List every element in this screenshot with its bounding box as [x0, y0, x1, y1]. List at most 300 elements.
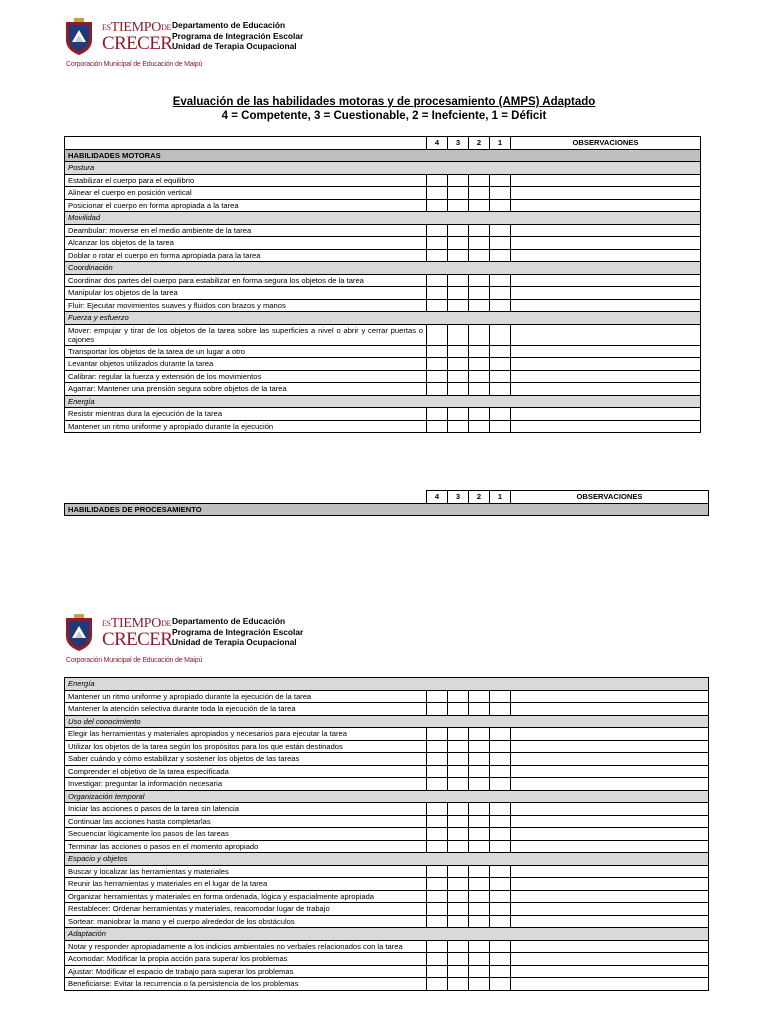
table-row	[65, 249, 701, 262]
score-3-cell[interactable]	[448, 815, 469, 828]
score-4-cell[interactable]	[427, 324, 448, 345]
score-1-cell[interactable]	[490, 778, 511, 791]
score-2-cell[interactable]	[469, 383, 490, 396]
subsection-row	[65, 262, 701, 275]
skill-label: Deambular: moverse en el medio ambiente de la tarea	[65, 224, 427, 237]
table-row	[65, 828, 709, 841]
score-1-cell[interactable]	[490, 903, 511, 916]
subsection-row	[65, 162, 701, 175]
subsection-label: Energía	[65, 678, 709, 691]
score-1-cell[interactable]	[490, 915, 511, 928]
score-3-cell[interactable]	[448, 237, 469, 250]
observations-cell[interactable]	[511, 890, 709, 903]
observations-cell[interactable]	[511, 224, 701, 237]
table-row	[65, 358, 701, 371]
table-row	[65, 345, 701, 358]
score-4-cell[interactable]	[427, 199, 448, 212]
observations-cell[interactable]	[511, 274, 701, 287]
subsection-label: Espacio y objetos	[65, 853, 709, 866]
skill-label: Posicionar el cuerpo en forma apropiada a la tarea	[65, 199, 427, 212]
page-header	[64, 18, 364, 74]
score-4-cell[interactable]	[427, 978, 448, 991]
skill-label: Notar y responder apropiadamente a los indicios ambientales no verbales relacionados con la tarea	[65, 940, 427, 953]
score-1-cell[interactable]	[490, 828, 511, 841]
score-3-cell[interactable]	[448, 274, 469, 287]
table-row	[65, 199, 701, 212]
corporation-name: Corporación Municipal de Educación de Maipú	[66, 61, 203, 68]
score-2-cell[interactable]	[469, 890, 490, 903]
table-row	[65, 778, 709, 791]
score-2-cell[interactable]	[469, 249, 490, 262]
observations-cell[interactable]	[511, 765, 709, 778]
section-row	[65, 149, 701, 162]
table-row	[65, 803, 709, 816]
skill-label: Calibrar: regular la fuerza y extensión de los movimientos	[65, 370, 427, 383]
score-2-cell[interactable]	[469, 940, 490, 953]
score-3-cell[interactable]	[448, 383, 469, 396]
score-2-cell[interactable]	[469, 953, 490, 966]
score-3-cell[interactable]	[448, 174, 469, 187]
section-row	[65, 503, 709, 516]
col-3: 3	[448, 137, 469, 150]
score-2-cell[interactable]	[469, 358, 490, 371]
subsection-label: Postura	[65, 162, 701, 175]
col-4: 4	[427, 491, 448, 504]
score-1-cell[interactable]	[490, 237, 511, 250]
score-1-cell[interactable]	[490, 408, 511, 421]
corporation-name: Corporación Municipal de Educación de Maipú	[66, 657, 203, 664]
score-4-cell[interactable]	[427, 878, 448, 891]
skill-label: Saber cuándo y cómo estabilizar y sostener los objetos de las tareas	[65, 753, 427, 766]
skill-label: Ajustar: Modificar el espacio de trabajo para superar los problemas	[65, 965, 427, 978]
table-row	[65, 840, 709, 853]
score-1-cell[interactable]	[490, 345, 511, 358]
skill-label: Estabilizar el cuerpo para el equilibrio	[65, 174, 427, 187]
score-3-cell[interactable]	[448, 940, 469, 953]
score-4-cell[interactable]	[427, 778, 448, 791]
table-row	[65, 940, 709, 953]
score-1-cell[interactable]	[490, 199, 511, 212]
score-1-cell[interactable]	[490, 965, 511, 978]
observations-cell[interactable]	[511, 815, 709, 828]
skill-label: Sortear: maniobrar la mano y el cuerpo alrededor de los obstáculos	[65, 915, 427, 928]
score-3-cell[interactable]	[448, 903, 469, 916]
subsection-row	[65, 212, 701, 225]
score-4-cell[interactable]	[427, 753, 448, 766]
score-4-cell[interactable]	[427, 728, 448, 741]
score-4-cell[interactable]	[427, 765, 448, 778]
score-1-cell[interactable]	[490, 370, 511, 383]
subsection-label: Uso del conocimiento	[65, 715, 709, 728]
observations-cell[interactable]	[511, 199, 701, 212]
score-1-cell[interactable]	[490, 224, 511, 237]
observations-cell[interactable]	[511, 965, 709, 978]
score-3-cell[interactable]	[448, 828, 469, 841]
score-1-cell[interactable]	[490, 324, 511, 345]
score-1-cell[interactable]	[490, 299, 511, 312]
table-row	[65, 740, 709, 753]
skill-label: Buscar y localizar las herramientas y materiales	[65, 865, 427, 878]
observations-cell[interactable]	[511, 753, 709, 766]
score-2-cell[interactable]	[469, 753, 490, 766]
score-3-cell[interactable]	[448, 224, 469, 237]
municipal-shield-icon	[64, 18, 94, 56]
score-4-cell[interactable]	[427, 915, 448, 928]
score-2-cell[interactable]	[469, 187, 490, 200]
table-row	[65, 765, 709, 778]
score-3-cell[interactable]	[448, 840, 469, 853]
section-label: HABILIDADES MOTORAS	[65, 149, 701, 162]
score-2-cell[interactable]	[469, 299, 490, 312]
document-title-block	[0, 95, 768, 123]
observations-cell[interactable]	[511, 358, 701, 371]
skill-label: Comprender el objetivo de la tarea especificada	[65, 765, 427, 778]
observations-cell[interactable]	[511, 953, 709, 966]
score-1-cell[interactable]	[490, 728, 511, 741]
score-4-cell[interactable]	[427, 383, 448, 396]
score-2-cell[interactable]	[469, 815, 490, 828]
score-1-cell[interactable]	[490, 978, 511, 991]
subsection-row	[65, 312, 701, 325]
score-1-cell[interactable]	[490, 690, 511, 703]
table-row	[65, 187, 701, 200]
score-2-cell[interactable]	[469, 274, 490, 287]
score-4-cell[interactable]	[427, 815, 448, 828]
score-2-cell[interactable]	[469, 199, 490, 212]
table-row	[65, 237, 701, 250]
subsection-row	[65, 678, 709, 691]
rating-scale: 4 = Competente, 3 = Cuestionable, 2 = Inefciente, 1 = Déficit	[221, 110, 547, 122]
skill-label: Mantener un ritmo uniforme y apropiado durante la ejecución	[65, 420, 427, 433]
subsection-row	[65, 928, 709, 941]
skill-label: Continuar las acciones hasta completarlas	[65, 815, 427, 828]
observations-cell[interactable]	[511, 828, 709, 841]
observations-cell[interactable]	[511, 299, 701, 312]
score-4-cell[interactable]	[427, 187, 448, 200]
score-2-cell[interactable]	[469, 324, 490, 345]
subsection-row	[65, 395, 701, 408]
score-2-cell[interactable]	[469, 840, 490, 853]
col-1: 1	[490, 491, 511, 504]
col-4: 4	[427, 137, 448, 150]
table-row	[65, 383, 701, 396]
score-2-cell[interactable]	[469, 865, 490, 878]
score-4-cell[interactable]	[427, 840, 448, 853]
score-2-cell[interactable]	[469, 878, 490, 891]
score-3-cell[interactable]	[448, 287, 469, 300]
score-1-cell[interactable]	[490, 174, 511, 187]
table-row	[65, 370, 701, 383]
table-header-row	[65, 491, 709, 504]
table-row	[65, 299, 701, 312]
score-3-cell[interactable]	[448, 765, 469, 778]
empty-header-cell	[65, 137, 427, 150]
score-3-cell[interactable]	[448, 978, 469, 991]
subsection-row	[65, 715, 709, 728]
score-3-cell[interactable]	[448, 753, 469, 766]
score-1-cell[interactable]	[490, 878, 511, 891]
observations-cell[interactable]	[511, 803, 709, 816]
score-2-cell[interactable]	[469, 915, 490, 928]
score-2-cell[interactable]	[469, 224, 490, 237]
score-3-cell[interactable]	[448, 690, 469, 703]
score-3-cell[interactable]	[448, 778, 469, 791]
skill-label: Levantar objetos utilizados durante la tarea	[65, 358, 427, 371]
score-3-cell[interactable]	[448, 890, 469, 903]
processing-skills-table	[64, 677, 709, 991]
score-2-cell[interactable]	[469, 978, 490, 991]
observations-cell[interactable]	[511, 420, 701, 433]
skill-label: Coordinar dos partes del cuerpo para estabilizar en forma segura los objetos de la tarea	[65, 274, 427, 287]
score-1-cell[interactable]	[490, 358, 511, 371]
table-row	[65, 690, 709, 703]
subsection-label: Organización temporal	[65, 790, 709, 803]
skill-label: Alcanzar los objetos de la tarea	[65, 237, 427, 250]
score-3-cell[interactable]	[448, 187, 469, 200]
subsection-label: Movilidad	[65, 212, 701, 225]
observations-cell[interactable]	[511, 728, 709, 741]
score-4-cell[interactable]	[427, 287, 448, 300]
score-4-cell[interactable]	[427, 903, 448, 916]
col-1: 1	[490, 137, 511, 150]
score-1-cell[interactable]	[490, 703, 511, 716]
table-row	[65, 728, 709, 741]
skill-label: Alinear el cuerpo en posición vertical	[65, 187, 427, 200]
observations-cell[interactable]	[511, 940, 709, 953]
score-3-cell[interactable]	[448, 408, 469, 421]
subsection-label: Adaptación	[65, 928, 709, 941]
score-2-cell[interactable]	[469, 965, 490, 978]
skill-label: Elegir las herramientas y materiales apropiados y necesarios para ejecutar la tarea	[65, 728, 427, 741]
score-3-cell[interactable]	[448, 199, 469, 212]
score-1-cell[interactable]	[490, 420, 511, 433]
score-4-cell[interactable]	[427, 803, 448, 816]
table-row	[65, 978, 709, 991]
score-4-cell[interactable]	[427, 370, 448, 383]
table-row	[65, 274, 701, 287]
table-row	[65, 965, 709, 978]
skill-label: Utilizar los objetos de la tarea según los propósitos para los que están destinados	[65, 740, 427, 753]
score-2-cell[interactable]	[469, 174, 490, 187]
score-1-cell[interactable]	[490, 249, 511, 262]
skill-label: Agarrar: Mantener una prensión segura sobre objetos de la tarea	[65, 383, 427, 396]
col-3: 3	[448, 491, 469, 504]
score-2-cell[interactable]	[469, 803, 490, 816]
score-1-cell[interactable]	[490, 940, 511, 953]
skill-label: Acomodar: Modificar la propia acción para superar los problemas	[65, 953, 427, 966]
score-1-cell[interactable]	[490, 815, 511, 828]
subsection-row	[65, 790, 709, 803]
observations-cell[interactable]	[511, 690, 709, 703]
observations-cell[interactable]	[511, 703, 709, 716]
score-3-cell[interactable]	[448, 358, 469, 371]
score-1-cell[interactable]	[490, 953, 511, 966]
department-block: Departamento de Educación Programa de Integración Escolar Unidad de Terapia Ocupacional	[172, 616, 304, 647]
skill-label: Mover: empujar y tirar de los objetos de la tarea sobre las superficies a nivel o abrir y cerrar puertas o cajones	[65, 324, 427, 345]
skill-label: Doblar o rotar el cuerpo en forma apropiada para la tarea	[65, 249, 427, 262]
score-3-cell[interactable]	[448, 299, 469, 312]
score-4-cell[interactable]	[427, 345, 448, 358]
skill-label: Investigar: preguntar la información necesaria	[65, 778, 427, 791]
table-row	[65, 287, 701, 300]
skill-label: Restablecer: Ordenar herramientas y materiales, reacomodar lugar de trabajo	[65, 903, 427, 916]
skill-label: Reunir las herramientas y materiales en el lugar de la tarea	[65, 878, 427, 891]
score-3-cell[interactable]	[448, 728, 469, 741]
score-4-cell[interactable]	[427, 828, 448, 841]
observations-cell[interactable]	[511, 865, 709, 878]
score-1-cell[interactable]	[490, 865, 511, 878]
observations-cell[interactable]	[511, 840, 709, 853]
score-4-cell[interactable]	[427, 965, 448, 978]
score-2-cell[interactable]	[469, 370, 490, 383]
score-1-cell[interactable]	[490, 803, 511, 816]
score-1-cell[interactable]	[490, 765, 511, 778]
score-3-cell[interactable]	[448, 249, 469, 262]
col-2: 2	[469, 491, 490, 504]
table-row	[65, 703, 709, 716]
table-row	[65, 753, 709, 766]
score-3-cell[interactable]	[448, 915, 469, 928]
score-3-cell[interactable]	[448, 953, 469, 966]
observations-cell[interactable]	[511, 383, 701, 396]
section-label: HABILIDADES DE PROCESAMIENTO	[65, 503, 709, 516]
score-1-cell[interactable]	[490, 287, 511, 300]
score-4-cell[interactable]	[427, 224, 448, 237]
score-3-cell[interactable]	[448, 965, 469, 978]
score-2-cell[interactable]	[469, 345, 490, 358]
table-row	[65, 890, 709, 903]
score-1-cell[interactable]	[490, 187, 511, 200]
processing-header-table	[64, 490, 709, 516]
score-2-cell[interactable]	[469, 420, 490, 433]
observations-cell[interactable]	[511, 345, 701, 358]
observations-cell[interactable]	[511, 903, 709, 916]
score-2-cell[interactable]	[469, 690, 490, 703]
score-2-cell[interactable]	[469, 740, 490, 753]
document-title: Evaluación de las habilidades motoras y de procesamiento (AMPS) Adaptado	[172, 96, 596, 108]
score-2-cell[interactable]	[469, 828, 490, 841]
col-2: 2	[469, 137, 490, 150]
score-4-cell[interactable]	[427, 249, 448, 262]
skill-label: Secuenciar lógicamente los pasos de las tareas	[65, 828, 427, 841]
score-2-cell[interactable]	[469, 765, 490, 778]
observations-cell[interactable]	[511, 878, 709, 891]
skill-label: Resistir mientras dura la ejecución de la tarea	[65, 408, 427, 421]
observations-cell[interactable]	[511, 370, 701, 383]
score-3-cell[interactable]	[448, 370, 469, 383]
score-4-cell[interactable]	[427, 690, 448, 703]
skill-label: Transportar los objetos de la tarea de un lugar a otro	[65, 345, 427, 358]
motor-skills-table	[64, 136, 701, 433]
score-3-cell[interactable]	[448, 420, 469, 433]
score-1-cell[interactable]	[490, 890, 511, 903]
table-header-row	[65, 137, 701, 150]
observations-cell[interactable]	[511, 187, 701, 200]
score-4-cell[interactable]	[427, 703, 448, 716]
observations-cell[interactable]	[511, 287, 701, 300]
observations-cell[interactable]	[511, 324, 701, 345]
table-row	[65, 420, 701, 433]
table-row	[65, 408, 701, 421]
score-3-cell[interactable]	[448, 878, 469, 891]
score-1-cell[interactable]	[490, 840, 511, 853]
score-3-cell[interactable]	[448, 324, 469, 345]
score-3-cell[interactable]	[448, 803, 469, 816]
observations-cell[interactable]	[511, 915, 709, 928]
col-observaciones: OBSERVACIONES	[511, 137, 701, 150]
table-row	[65, 865, 709, 878]
score-1-cell[interactable]	[490, 383, 511, 396]
score-4-cell[interactable]	[427, 299, 448, 312]
score-2-cell[interactable]	[469, 237, 490, 250]
logo-wordmark: $^{ES}TIEMPO^{DE}$ CRECER	[102, 20, 173, 54]
score-4-cell[interactable]	[427, 890, 448, 903]
observations-cell[interactable]	[511, 408, 701, 421]
skill-label: Iniciar las acciones o pasos de la tarea sin latencia	[65, 803, 427, 816]
score-2-cell[interactable]	[469, 728, 490, 741]
subsection-label: Coordinación	[65, 262, 701, 275]
score-3-cell[interactable]	[448, 865, 469, 878]
score-2-cell[interactable]	[469, 903, 490, 916]
score-3-cell[interactable]	[448, 703, 469, 716]
score-1-cell[interactable]	[490, 740, 511, 753]
score-4-cell[interactable]	[427, 358, 448, 371]
table-row	[65, 903, 709, 916]
skill-label: Mantener la atención selectiva durante toda la ejecución de la tarea	[65, 703, 427, 716]
page-header-2	[64, 614, 364, 670]
observations-cell[interactable]	[511, 174, 701, 187]
score-4-cell[interactable]	[427, 865, 448, 878]
skill-label: Terminar las acciones o pasos en el momento apropiado	[65, 840, 427, 853]
score-3-cell[interactable]	[448, 740, 469, 753]
score-2-cell[interactable]	[469, 287, 490, 300]
department-block: Departamento de Educación Programa de Integración Escolar Unidad de Terapia Ocupacional	[172, 20, 304, 51]
skill-label: Organizar herramientas y materiales en forma ordenada, lógica y espacialmente apropiada	[65, 890, 427, 903]
score-4-cell[interactable]	[427, 408, 448, 421]
score-1-cell[interactable]	[490, 274, 511, 287]
table-row	[65, 324, 701, 345]
score-4-cell[interactable]	[427, 953, 448, 966]
score-2-cell[interactable]	[469, 703, 490, 716]
score-2-cell[interactable]	[469, 408, 490, 421]
score-4-cell[interactable]	[427, 237, 448, 250]
table-row	[65, 878, 709, 891]
skill-label: Fluir: Ejecutar movimientos suaves y fluidos con brazos y manos	[65, 299, 427, 312]
skill-label: Beneficiarse: Evitar la recurrencia o la persistencia de los problemas	[65, 978, 427, 991]
subsection-label: Energía	[65, 395, 701, 408]
table-row	[65, 174, 701, 187]
subsection-row	[65, 853, 709, 866]
observations-cell[interactable]	[511, 249, 701, 262]
subsection-label: Fuerza y esfuerzo	[65, 312, 701, 325]
score-4-cell[interactable]	[427, 174, 448, 187]
logo-wordmark: $^{ES}TIEMPO^{DE}$ CRECER	[102, 616, 173, 650]
table-row	[65, 953, 709, 966]
score-4-cell[interactable]	[427, 420, 448, 433]
score-4-cell[interactable]	[427, 940, 448, 953]
municipal-shield-icon	[64, 614, 94, 652]
observations-cell[interactable]	[511, 778, 709, 791]
observations-cell[interactable]	[511, 237, 701, 250]
observations-cell[interactable]	[511, 978, 709, 991]
score-3-cell[interactable]	[448, 345, 469, 358]
score-4-cell[interactable]	[427, 740, 448, 753]
table-row	[65, 915, 709, 928]
score-1-cell[interactable]	[490, 753, 511, 766]
observations-cell[interactable]	[511, 740, 709, 753]
score-2-cell[interactable]	[469, 778, 490, 791]
score-4-cell[interactable]	[427, 274, 448, 287]
